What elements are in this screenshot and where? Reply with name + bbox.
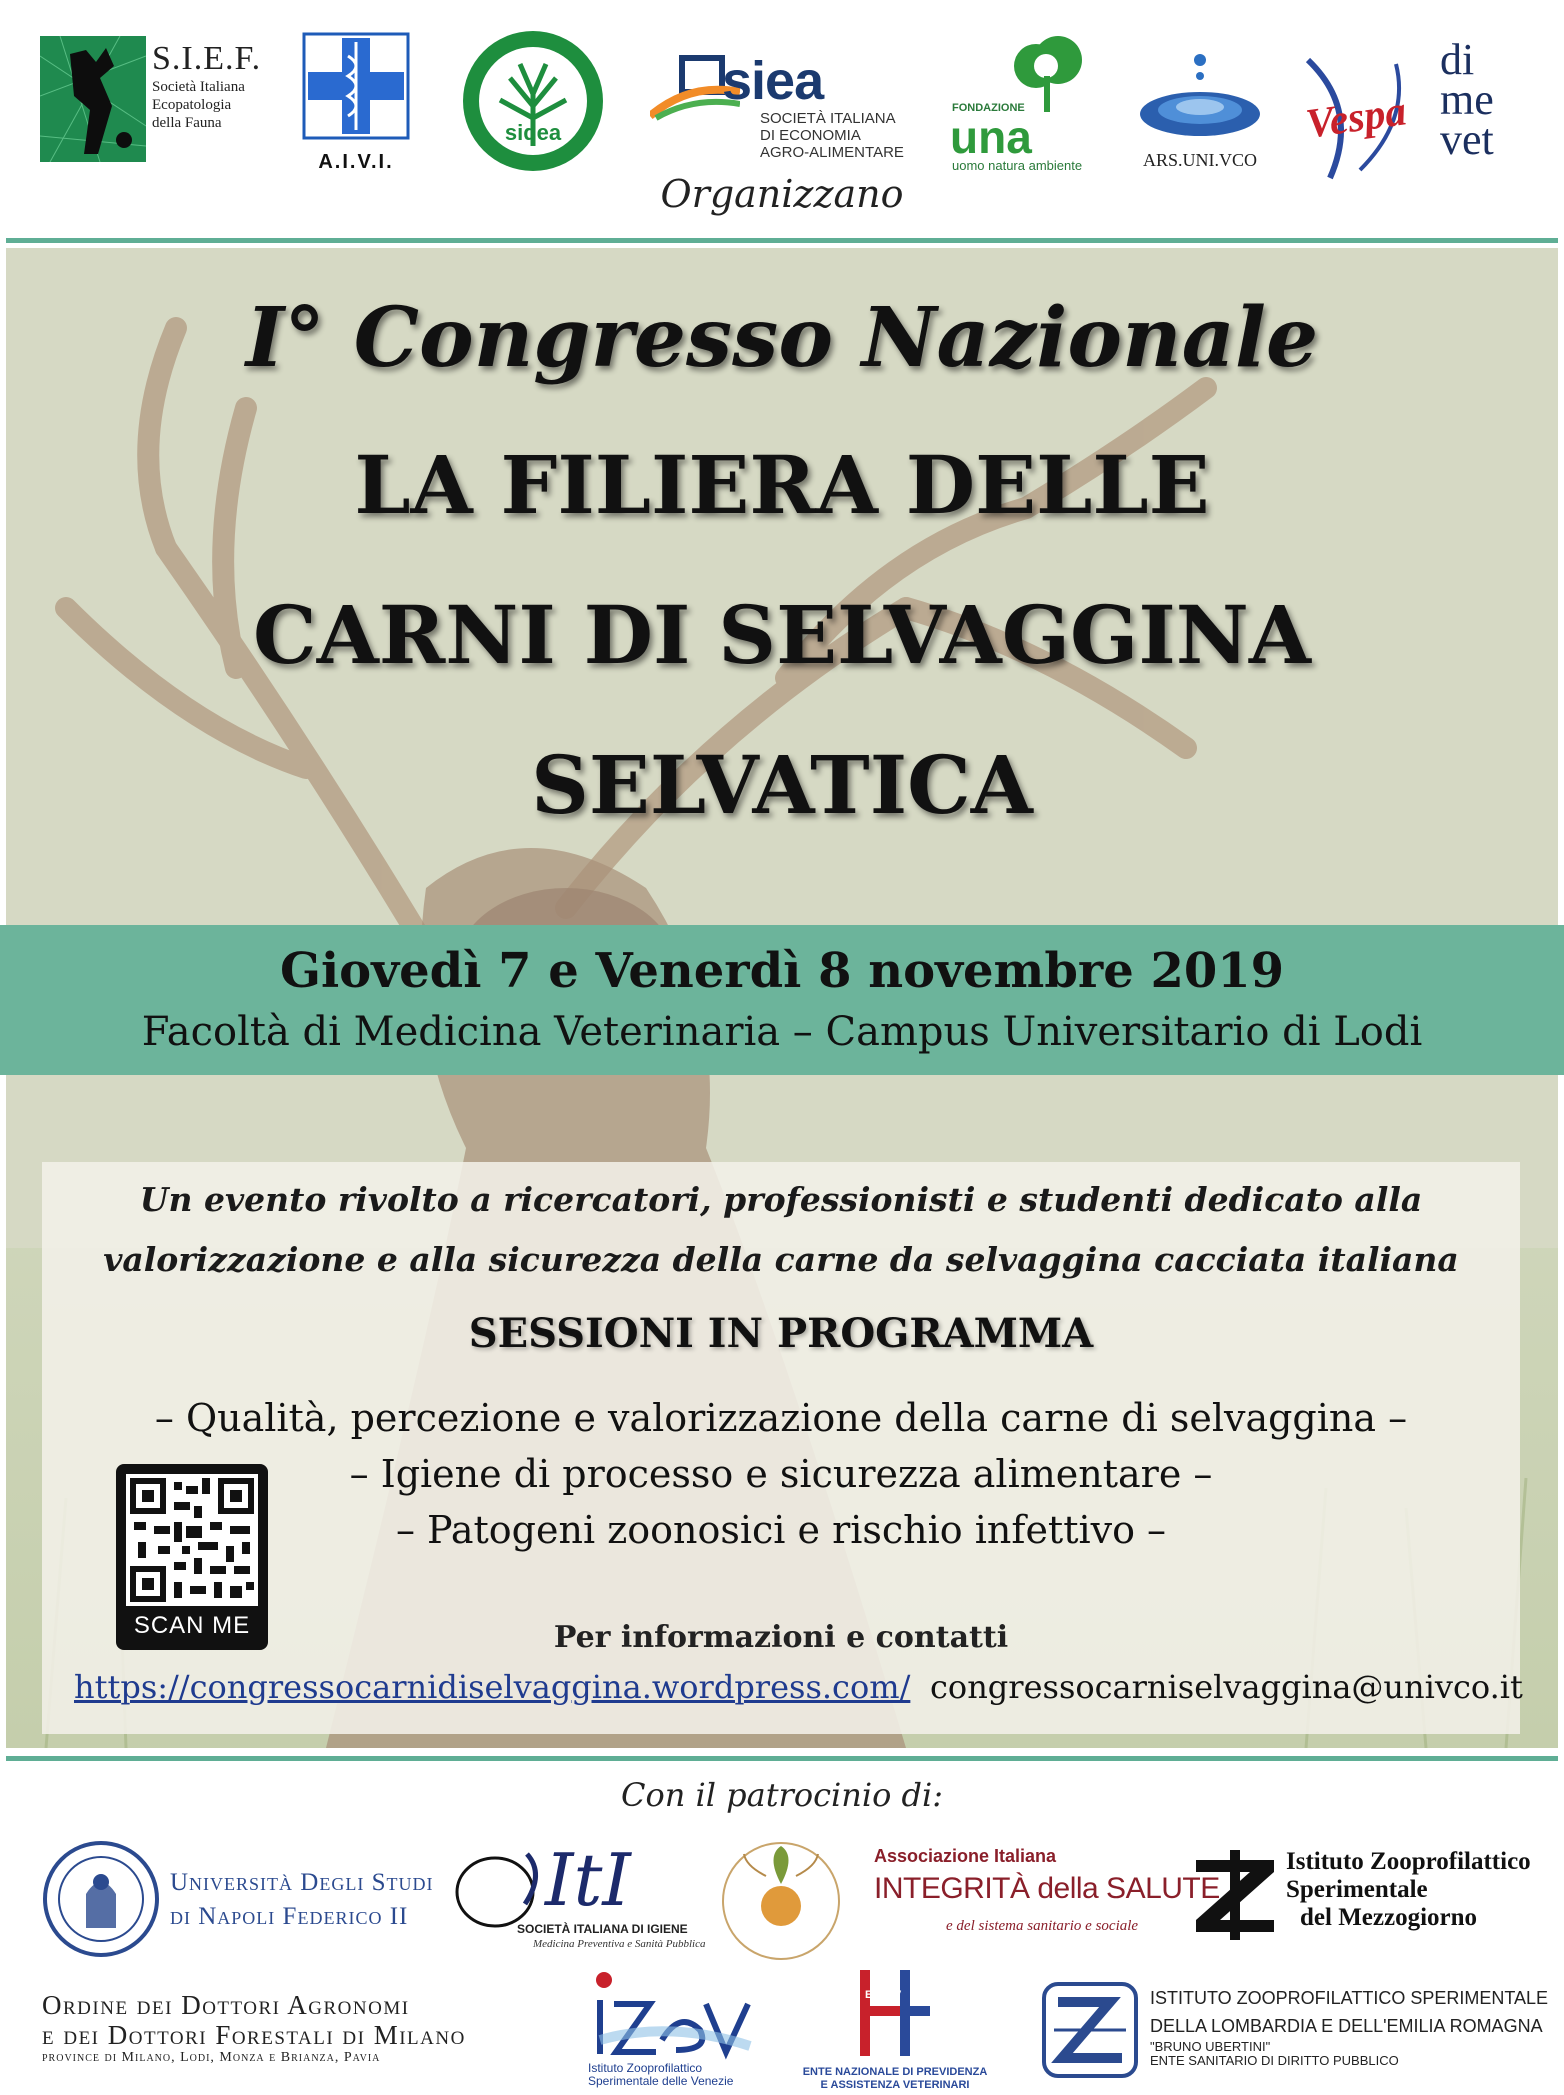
ordine-agronomi-logo (42, 1990, 562, 2080)
sessions-heading: SESSIONI IN PROGRAMMA (468, 1310, 1094, 1357)
integrita-line2: INTEGRITÀ della SALUTE (874, 1872, 1220, 1905)
contact-email[interactable]: congressocarniselvaggina@univco.it (930, 1668, 1523, 1706)
sief-line2: Ecopatologia (152, 97, 232, 113)
enpav-text (800, 2066, 990, 2092)
aivi-label: A.I.V.I. (318, 151, 394, 173)
napoli-text (170, 1866, 433, 1934)
izsler-text (1150, 1984, 1548, 2068)
siea-wordmark: siea (722, 51, 824, 111)
vespa-wordmark: Vespa (1303, 88, 1410, 148)
qr-pattern (126, 1474, 258, 1606)
aivi-emblem-icon (290, 26, 422, 150)
izsler-line3: "BRUNO UBERTINI" (1150, 2039, 1271, 2054)
enpav-line2: E ASSISTENZA VETERINARI (820, 2079, 970, 2091)
aivi-logo (290, 26, 422, 176)
izsler-line4: ENTE SANITARIO DI DIRITTO PUBBLICO (1150, 2053, 1399, 2068)
siti-line2: Medicina Preventiva e Sanità Pubblica (533, 1938, 706, 1950)
ars-water-drop-icon (1135, 52, 1265, 148)
sief-name: S.I.E.F. (152, 40, 262, 77)
siea-subtitle (760, 110, 904, 161)
izsm-line3: del Mezzogiorno (1300, 1904, 1478, 1931)
izsm-line1: Istituto Zooprofilattico (1286, 1848, 1531, 1875)
intro-line1: Un evento rivolto a ricercatori, professionisti e studenti dedicato alla (139, 1180, 1423, 1219)
izsve-text (588, 2062, 733, 2088)
top-divider (6, 238, 1558, 243)
izsm-text (1286, 1848, 1531, 1932)
bottom-divider (6, 1756, 1558, 1761)
ars-univco-logo (1135, 52, 1265, 176)
izsve-line2: Sperimentale delle Venezie (588, 2074, 734, 2088)
siea-line3: AGRO-ALIMENTARE (760, 144, 904, 161)
una-wordmark: una (950, 111, 1032, 163)
ordine-line3: province di Milano, Lodi, Monza e Brianza, Pavia (42, 2050, 381, 2065)
una-tagline: uomo natura ambiente (952, 158, 1083, 173)
info-box (42, 1162, 1523, 1734)
sief-logo (40, 36, 270, 162)
una-fondazione: FONDAZIONE (952, 102, 1025, 114)
pollenzo-logo (706, 1836, 856, 1966)
vespa-logo (1300, 50, 1410, 180)
izsm-z-icon (1190, 1850, 1280, 1940)
dimevet-logo (1440, 35, 1540, 170)
ordine-line2: e dei Dottori Forestali di Milano (42, 2020, 466, 2050)
integrita-salute-logo (874, 1846, 1220, 1946)
sief-line1: Società Italiana (152, 79, 245, 95)
session-item: – Patogeni zoonosici e rischio infettivo – (395, 1508, 1167, 1552)
izsve-wordmark-icon (580, 1970, 770, 2060)
contacts-heading: Per informazioni e contatti (553, 1620, 1009, 1655)
sief-emblem-icon (40, 36, 146, 162)
napoli-line1: Università Degli Studi (170, 1869, 434, 1896)
organizzano-label: Organizzano (660, 172, 904, 216)
sief-text (152, 40, 261, 132)
event-dates: Giovedì 7 e Venerdì 8 novembre 2019 (279, 943, 1285, 999)
title-line4: SELVATICA (531, 738, 1033, 832)
intro-line2: valorizzazione e alla sicurezza della carne da selvaggina cacciata italiana (103, 1240, 1459, 1279)
una-logo (950, 36, 1100, 173)
sidea-tree-icon (460, 28, 606, 174)
siea-line1: SOCIETÀ ITALIANA (760, 110, 896, 127)
dimevet-l2: me (1440, 75, 1494, 124)
session-item: – Qualità, percezione e valorizzazione della carne di selvaggina – (154, 1396, 1408, 1440)
title-line2: LA FILIERA DELLE (354, 438, 1210, 532)
izsler-emblem-icon (1040, 1980, 1140, 2080)
patrocinio-label: Con il patrocinio di: (620, 1776, 944, 1814)
siti-line1: SOCIETÀ ITALIANA DI IGIENE (517, 1922, 688, 1936)
izsler-line2: DELLA LOMBARDIA E DELL'EMILIA ROMAGNA (1150, 2016, 1543, 2036)
pollenzo-seal-icon (706, 1836, 856, 1966)
sief-line3: della Fauna (152, 115, 222, 131)
izsler-line1: ISTITUTO ZOOPROFILATTICO SPERIMENTALE (1150, 1988, 1549, 2008)
website-link[interactable]: https://congressocarnidiselvaggina.wordpress.com/ (74, 1668, 911, 1706)
enpav-line1: ENTE NAZIONALE DI PREVIDENZA (802, 2066, 988, 2078)
siea-line2: DI ECONOMIA (760, 127, 861, 144)
ordine-line1: Ordine dei Dottori Agronomi (42, 1990, 410, 2020)
sidea-logo (460, 28, 606, 174)
siea-logo (650, 44, 915, 164)
siti-wordmark: ItI (545, 1838, 631, 1922)
integrita-line1: Associazione Italiana (874, 1846, 1057, 1866)
title-line3: CARNI DI SELVAGGINA (253, 588, 1311, 682)
siti-logo (455, 1836, 706, 1962)
dimevet-l1: di (1440, 35, 1475, 84)
napoli-university-logo (42, 1840, 442, 1950)
date-band (0, 925, 1564, 1075)
enpav-logo (800, 1970, 990, 2090)
napoli-seal-icon (42, 1840, 160, 1958)
session-item: – Igiene di processo e sicurezza alimentare – (349, 1452, 1213, 1496)
event-venue: Facoltà di Medicina Veterinaria – Campus Universitario di Lodi (141, 1009, 1423, 1055)
enpav-acronym: ENPAV (865, 1989, 902, 2001)
event-intro (42, 1170, 1520, 1290)
izsm-line2: Sperimentale (1286, 1876, 1428, 1903)
dimevet-l3: vet (1440, 115, 1494, 164)
izsler-logo (1040, 1976, 1560, 2086)
sief-emblem (40, 36, 146, 162)
napoli-line2: di Napoli Federico II (170, 1903, 409, 1930)
qr-code-icon (126, 1474, 258, 1606)
enpav-mark-icon (800, 1970, 990, 2062)
izs-venezie-logo (580, 1970, 780, 2090)
ars-label: ARS.UNI.VCO (1142, 150, 1257, 170)
siti-seal-icon (455, 1844, 555, 1934)
title-line1: I° Congresso Nazionale (245, 290, 1319, 386)
izs-mezzogiorno-logo (1190, 1846, 1550, 1946)
izsve-line1: Istituto Zooprofilattico (588, 2061, 703, 2075)
qr-scan-label: SCAN ME (133, 1612, 251, 1639)
sidea-wordmark: sidea (504, 120, 562, 145)
integrita-line3: e del sistema sanitario e sociale (946, 1918, 1139, 1934)
